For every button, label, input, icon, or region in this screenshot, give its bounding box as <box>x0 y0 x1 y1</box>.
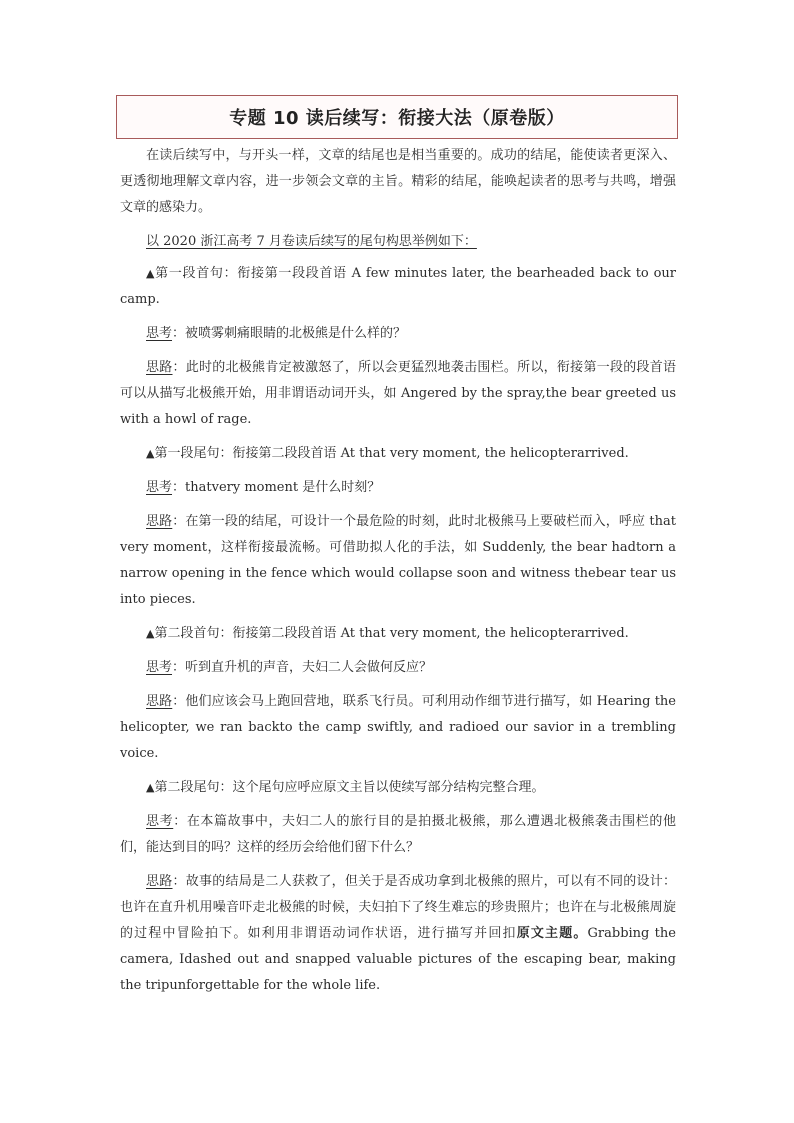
section-heading-text: 第一段首句：衔接第一段段首语 A few minutes later, the bearheaded back to our camp. <box>120 266 676 307</box>
colon: ： <box>172 514 186 529</box>
idea-text: 在第一段的结尾，可设计一个最危险的时刻，此时北极熊马上要破栏而入，呼应 that very moment，这样衔接最流畅。可借助拟人化的手法，如 Suddenly, the bear hadtorn a narrow opening in the fence which would collapse soon and witness thebear tear us into pieces. <box>120 514 676 607</box>
section-heading <box>120 441 676 467</box>
idea-text: 他们应该会马上跑回营地，联系飞行员。可利用动作细节进行描写，如 Hearing the helicopter, we ran backto the camp swiftly, and radioed our savior in a trembling voice. <box>120 694 676 761</box>
think-paragraph <box>120 809 676 861</box>
think-paragraph <box>120 655 676 681</box>
page-title: 专题 10 读后续写：衔接大法（原卷版） <box>229 108 565 129</box>
triangle-bullet-icon: ▲ <box>146 781 155 794</box>
example-heading <box>120 229 676 255</box>
colon: ： <box>172 874 186 889</box>
colon: ： <box>172 360 186 375</box>
think-paragraph <box>120 321 676 347</box>
idea-label: 思路 <box>146 514 173 529</box>
section-heading-text: 第二段首句：衔接第二段段首语 At that very moment, the helicopterarrived. <box>154 626 629 641</box>
colon: ： <box>172 480 186 495</box>
think-paragraph <box>120 475 676 501</box>
triangle-bullet-icon: ▲ <box>146 627 155 640</box>
triangle-bullet-icon: ▲ <box>146 447 155 460</box>
idea-label: 思路 <box>146 694 173 709</box>
idea-text: 故事的结局是二人获救了，但关于是否成功拿到北极熊的照片，可以有不同的设计：也许在直升机用噪音吓走北极熊的时候，夫妇拍下了终生难忘的珍贵照片；也许在与北极熊周旋的过程中冒险拍下。如利用非谓语动词作状语，进行描写并回扣 <box>120 874 676 941</box>
colon: ： <box>172 694 186 709</box>
colon: ： <box>172 660 186 675</box>
think-text: 在本篇故事中，夫妇二人的旅行目的是拍摄北极熊，那么遭遇北极熊袭击围栏的他们，能达到目的吗？这样的经历会给他们留下什么？ <box>120 814 676 855</box>
section-heading-text: 第一段尾句：衔接第二段段首语 At that very moment, the helicopterarrived. <box>154 446 629 461</box>
think-text: 被喷雾刺痛眼睛的北极熊是什么样的？ <box>185 326 407 341</box>
idea-paragraph <box>120 509 676 613</box>
idea-label: 思路 <box>146 360 173 375</box>
section-heading <box>120 261 676 313</box>
idea-bold-text: 原文主题。 <box>516 926 588 941</box>
intro-paragraph: 在读后续写中，与开头一样，文章的结尾也是相当重要的。成功的结尾，能使读者更深入、更透彻地理解文章内容，进一步领会文章的主旨。精彩的结尾，能唤起读者的思考与共鸣，增强文章的感染力。 <box>120 148 676 215</box>
example-heading-text: 以 2020 浙江高考 7 月卷读后续写的尾句构思举例如下： <box>146 234 477 249</box>
section-heading-text: 第二段尾句：这个尾句应呼应原文主旨以使续写部分结构完整合理。 <box>154 780 545 795</box>
think-label: 思考 <box>146 326 173 341</box>
section-heading <box>120 621 676 647</box>
think-text: 听到直升机的声音，夫妇二人会做何反应？ <box>185 660 433 675</box>
section-heading <box>120 775 676 801</box>
idea-tail-text: Grabbing the camera, Idashed out and snapped valuable pictures of the escaping bear, making the tripunforgettable for the whole life. <box>120 926 676 993</box>
colon: ： <box>173 814 187 829</box>
think-label: 思考 <box>146 814 174 829</box>
idea-label: 思路 <box>146 874 173 889</box>
idea-paragraph <box>120 355 676 433</box>
think-label: 思考 <box>146 660 173 675</box>
title-box <box>116 95 678 139</box>
idea-paragraph <box>120 869 676 999</box>
triangle-bullet-icon: ▲ <box>146 267 156 280</box>
document-body <box>120 143 676 1007</box>
colon: ： <box>172 326 186 341</box>
idea-paragraph <box>120 689 676 767</box>
think-label: 思考 <box>146 480 173 495</box>
idea-text: 此时的北极熊肯定被激怒了，所以会更猛烈地袭击围栏。所以，衔接第一段的段首语可以从描写北极熊开始，用非谓语动词开头，如 Angered by the spray,the bear greeted us with a howl of rage. <box>120 360 676 427</box>
think-text: thatvery moment 是什么时刻？ <box>185 480 381 495</box>
